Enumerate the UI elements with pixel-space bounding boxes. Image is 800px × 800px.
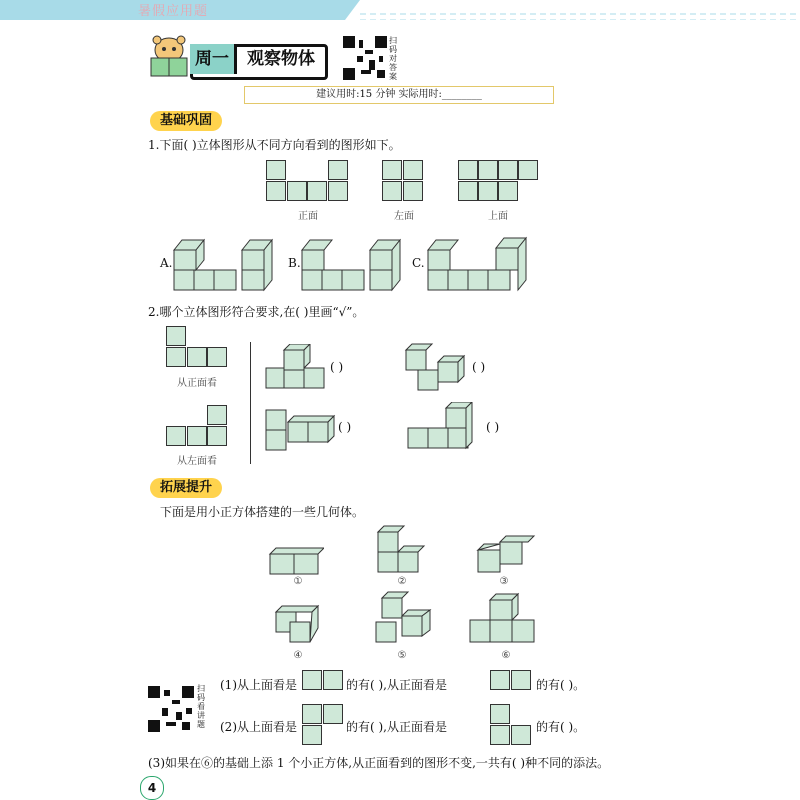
qr-code-answers[interactable] [343,36,387,80]
q2-blank-1[interactable]: ( ) [330,360,344,374]
p1-part-c: 的有( )。 [536,678,586,692]
p1-part-b: 的有( ),从正面看是 [346,678,447,692]
q2-solid-4 [406,402,486,454]
solid-5 [374,590,436,646]
option-b-label: B. [288,256,301,270]
solid-option-c [426,230,530,292]
solid-4 [272,598,328,644]
header-title: 暑假应用题 [138,4,209,19]
hamster-reading-icon [145,30,193,78]
topic-title: 观察物体 [247,49,315,69]
solid-3-label: ③ [499,576,509,587]
day-label: 周一 [190,44,237,74]
p2-part-a: (2)从上面看是 [220,720,297,734]
solid-option-a [172,230,276,292]
q2-blank-3[interactable]: ( ) [338,420,352,434]
solid-2-label: ② [397,576,407,587]
p1-part-a: (1)从上面看是 [220,678,297,692]
page-number: 4 [140,776,164,800]
header-bar [0,0,800,20]
p2-part-b: 的有( ),从正面看是 [346,720,447,734]
q2-blank-4[interactable]: ( ) [486,420,500,434]
q2-label-left: 从左面看 [177,456,217,467]
solid-1-label: ① [293,576,303,587]
view-label-top: 上面 [488,211,508,222]
q1-text: 1.下面( )立体图形从不同方向看到的图形如下。 [148,138,401,152]
solid-1 [268,544,324,576]
time-line: 建议用时:15 分钟 实际用时:________ [244,86,554,104]
q2-solid-2 [404,340,470,392]
solid-2 [376,524,426,576]
solid-4-label: ④ [293,650,303,661]
q2-divider [250,342,251,464]
solid-6-label: ⑥ [501,650,511,661]
qr-code-explain[interactable] [148,686,194,732]
section-basic-tag: 基础巩固 [150,111,222,131]
solid-5-label: ⑤ [397,650,407,661]
solid-3 [476,534,536,576]
q2-text: 2.哪个立体图形符合要求,在( )里画“√”。 [148,305,365,319]
qr-bottom-caption: 扫码看讲题 [197,684,205,729]
view-label-left: 左面 [394,211,414,222]
solid-option-b [300,230,404,292]
q2-solid-3 [264,402,336,454]
solid-6 [468,590,542,644]
option-c-label: C. [412,256,425,270]
q2-blank-2[interactable]: ( ) [472,360,486,374]
q2-label-front: 从正面看 [177,378,217,389]
qr-top-caption: 扫码对答案 [389,36,397,81]
p2-part-c: 的有( )。 [536,720,586,734]
view-label-front: 正面 [298,211,318,222]
p3-text: (3)如果在⑥的基础上添 1 个小正方体,从正面看到的图形不变,一共有( )种不同的添法。 [148,756,610,770]
ext-intro: 下面是用小正方体搭建的一些几何体。 [160,505,365,519]
q2-solid-1 [264,344,330,390]
option-a-label: A. [160,256,173,270]
section-extend-tag: 拓展提升 [150,478,222,498]
